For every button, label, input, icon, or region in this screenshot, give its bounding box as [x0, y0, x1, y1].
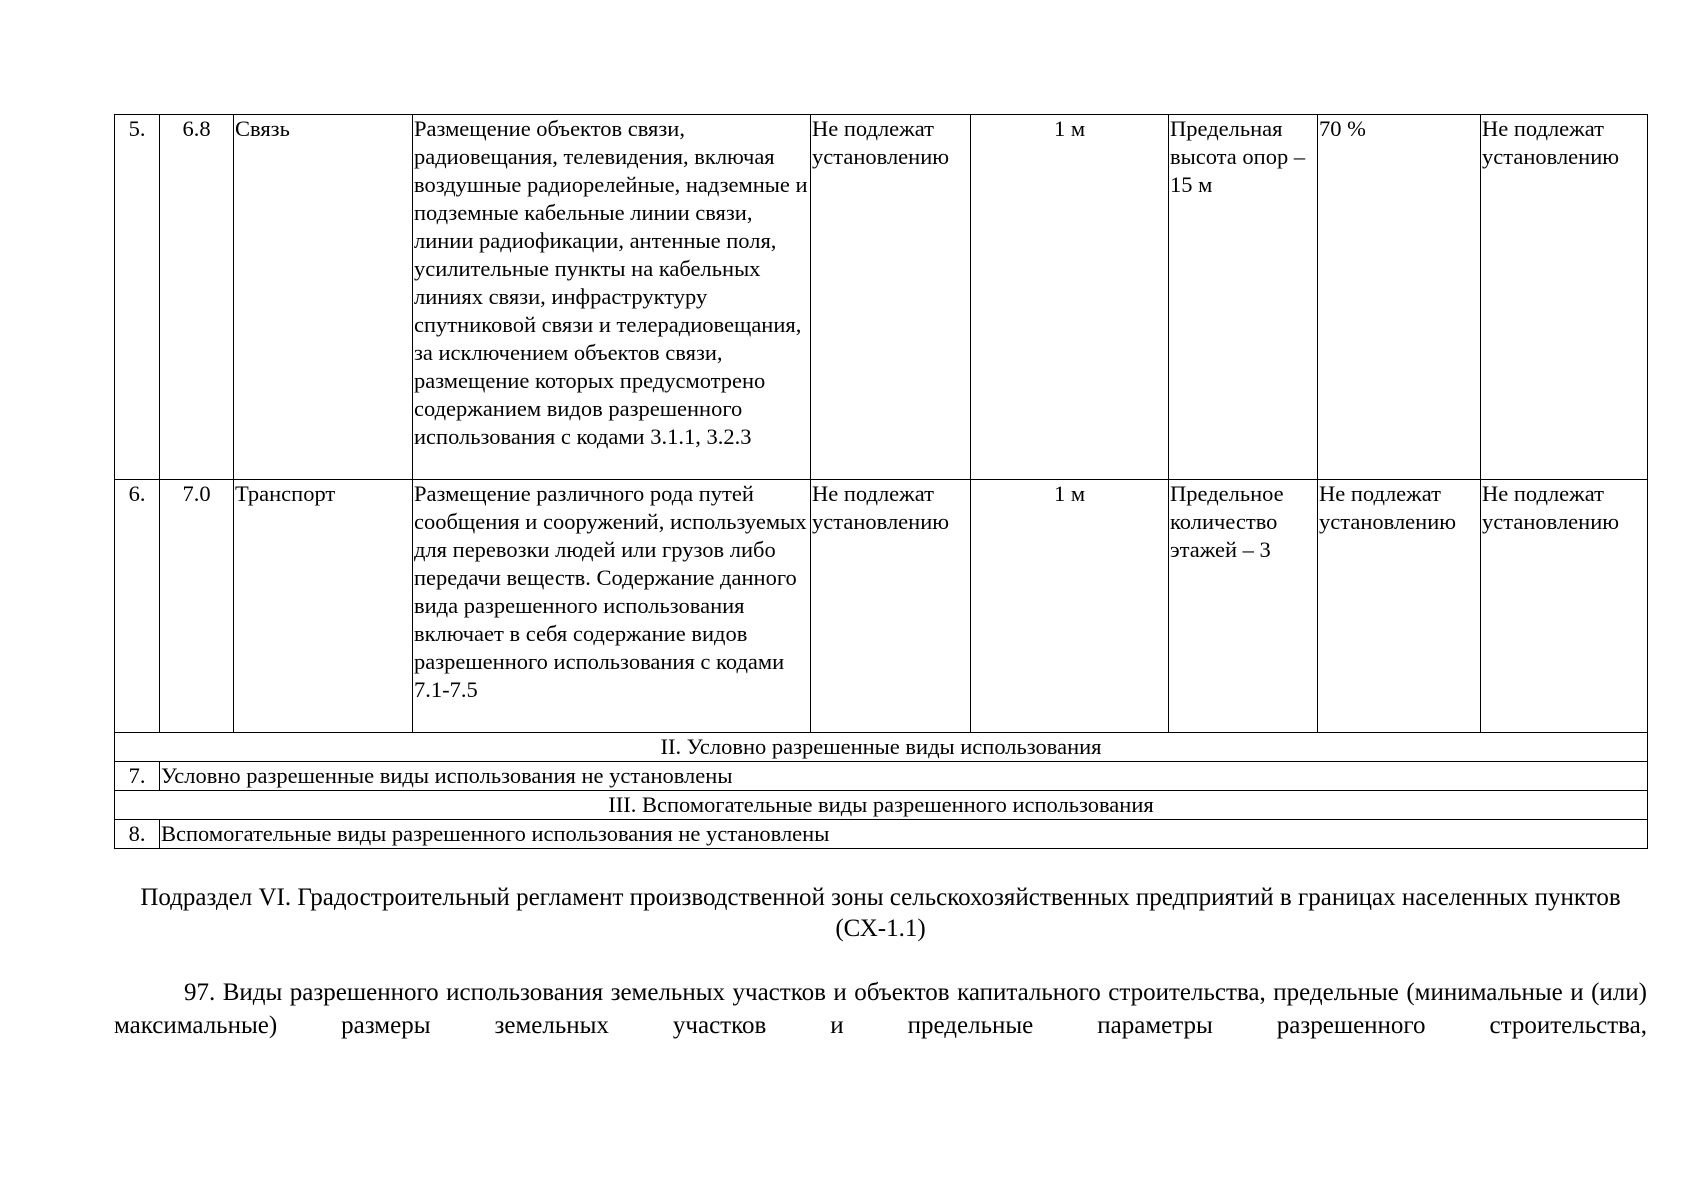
- row-number: 5.: [115, 115, 160, 480]
- row-other-params: Не подлежат установлению: [1481, 480, 1648, 733]
- row-other-params: Не подлежат установлению: [1481, 115, 1648, 480]
- row-code: 7.0: [160, 480, 234, 733]
- row-code: 6.8: [160, 115, 234, 480]
- table-row: [115, 480, 1648, 733]
- row-height-limit: Предельная высота опор – 15 м: [1169, 115, 1318, 480]
- table-row: [115, 820, 1648, 849]
- row-setback: 1 м: [971, 480, 1169, 733]
- row-text: Условно разрешенные виды использования не установлены: [160, 762, 1648, 791]
- row-setback: 1 м: [971, 115, 1169, 480]
- table-row: [115, 115, 1648, 480]
- section-3-title: III. Вспомогательные виды разрешенного использования: [115, 791, 1648, 820]
- section-header-row: [115, 791, 1648, 820]
- row-coverage: 70 %: [1318, 115, 1481, 480]
- row-description: Размещение объектов связи, радиовещания, телевидения, включая воздушные радиорелейные, надземные и подземные кабельные линии связи, линии радиофикации, антенные поля, усилительные пункты на кабельных линиях связи, инфраструктуру спутниковой связи и телерадиовещания, за исключением объектов связи, размещение которых предусмотрено содержанием видов разрешенного использования с кодами 3.1.1, 3.2.3: [413, 115, 811, 480]
- row-use-name: Связь: [234, 115, 413, 480]
- row-plot-size: Не подлежат установлению: [811, 115, 971, 480]
- table-row: [115, 762, 1648, 791]
- row-use-name: Транспорт: [234, 480, 413, 733]
- body-paragraph: 97. Виды разрешенного использования земельных участков и объектов капитального строительства, предельные (минимальные и (или) максимальные) размеры земельных участков и предельные параметры разрешенного строительства,: [114, 979, 1647, 1039]
- subsection-heading: Подраздел VI. Градостроительный регламент производственной зоны сельскохозяйственных предприятий в границах населенных пунктов (СХ-1.1): [140, 884, 1621, 942]
- row-number: 8.: [115, 820, 160, 849]
- section-header-row: [115, 733, 1648, 762]
- row-number: 7.: [115, 762, 160, 791]
- row-number: 6.: [115, 480, 160, 733]
- row-coverage: Не подлежат установлению: [1318, 480, 1481, 733]
- row-height-limit: Предельное количество этажей – 3: [1169, 480, 1318, 733]
- row-text: Вспомогательные виды разрешенного использования не установлены: [160, 820, 1648, 849]
- section-2-title: II. Условно разрешенные виды использования: [115, 733, 1648, 762]
- row-plot-size: Не подлежат установлению: [811, 480, 971, 733]
- regulation-table: [114, 114, 1648, 849]
- row-description: Размещение различного рода путей сообщения и сооружений, используемых для перевозки людей или грузов либо передачи веществ. Содержание данного вида разрешенного использования включает в себя содержание видов разрешенного использования с кодами 7.1-7.5: [413, 480, 811, 733]
